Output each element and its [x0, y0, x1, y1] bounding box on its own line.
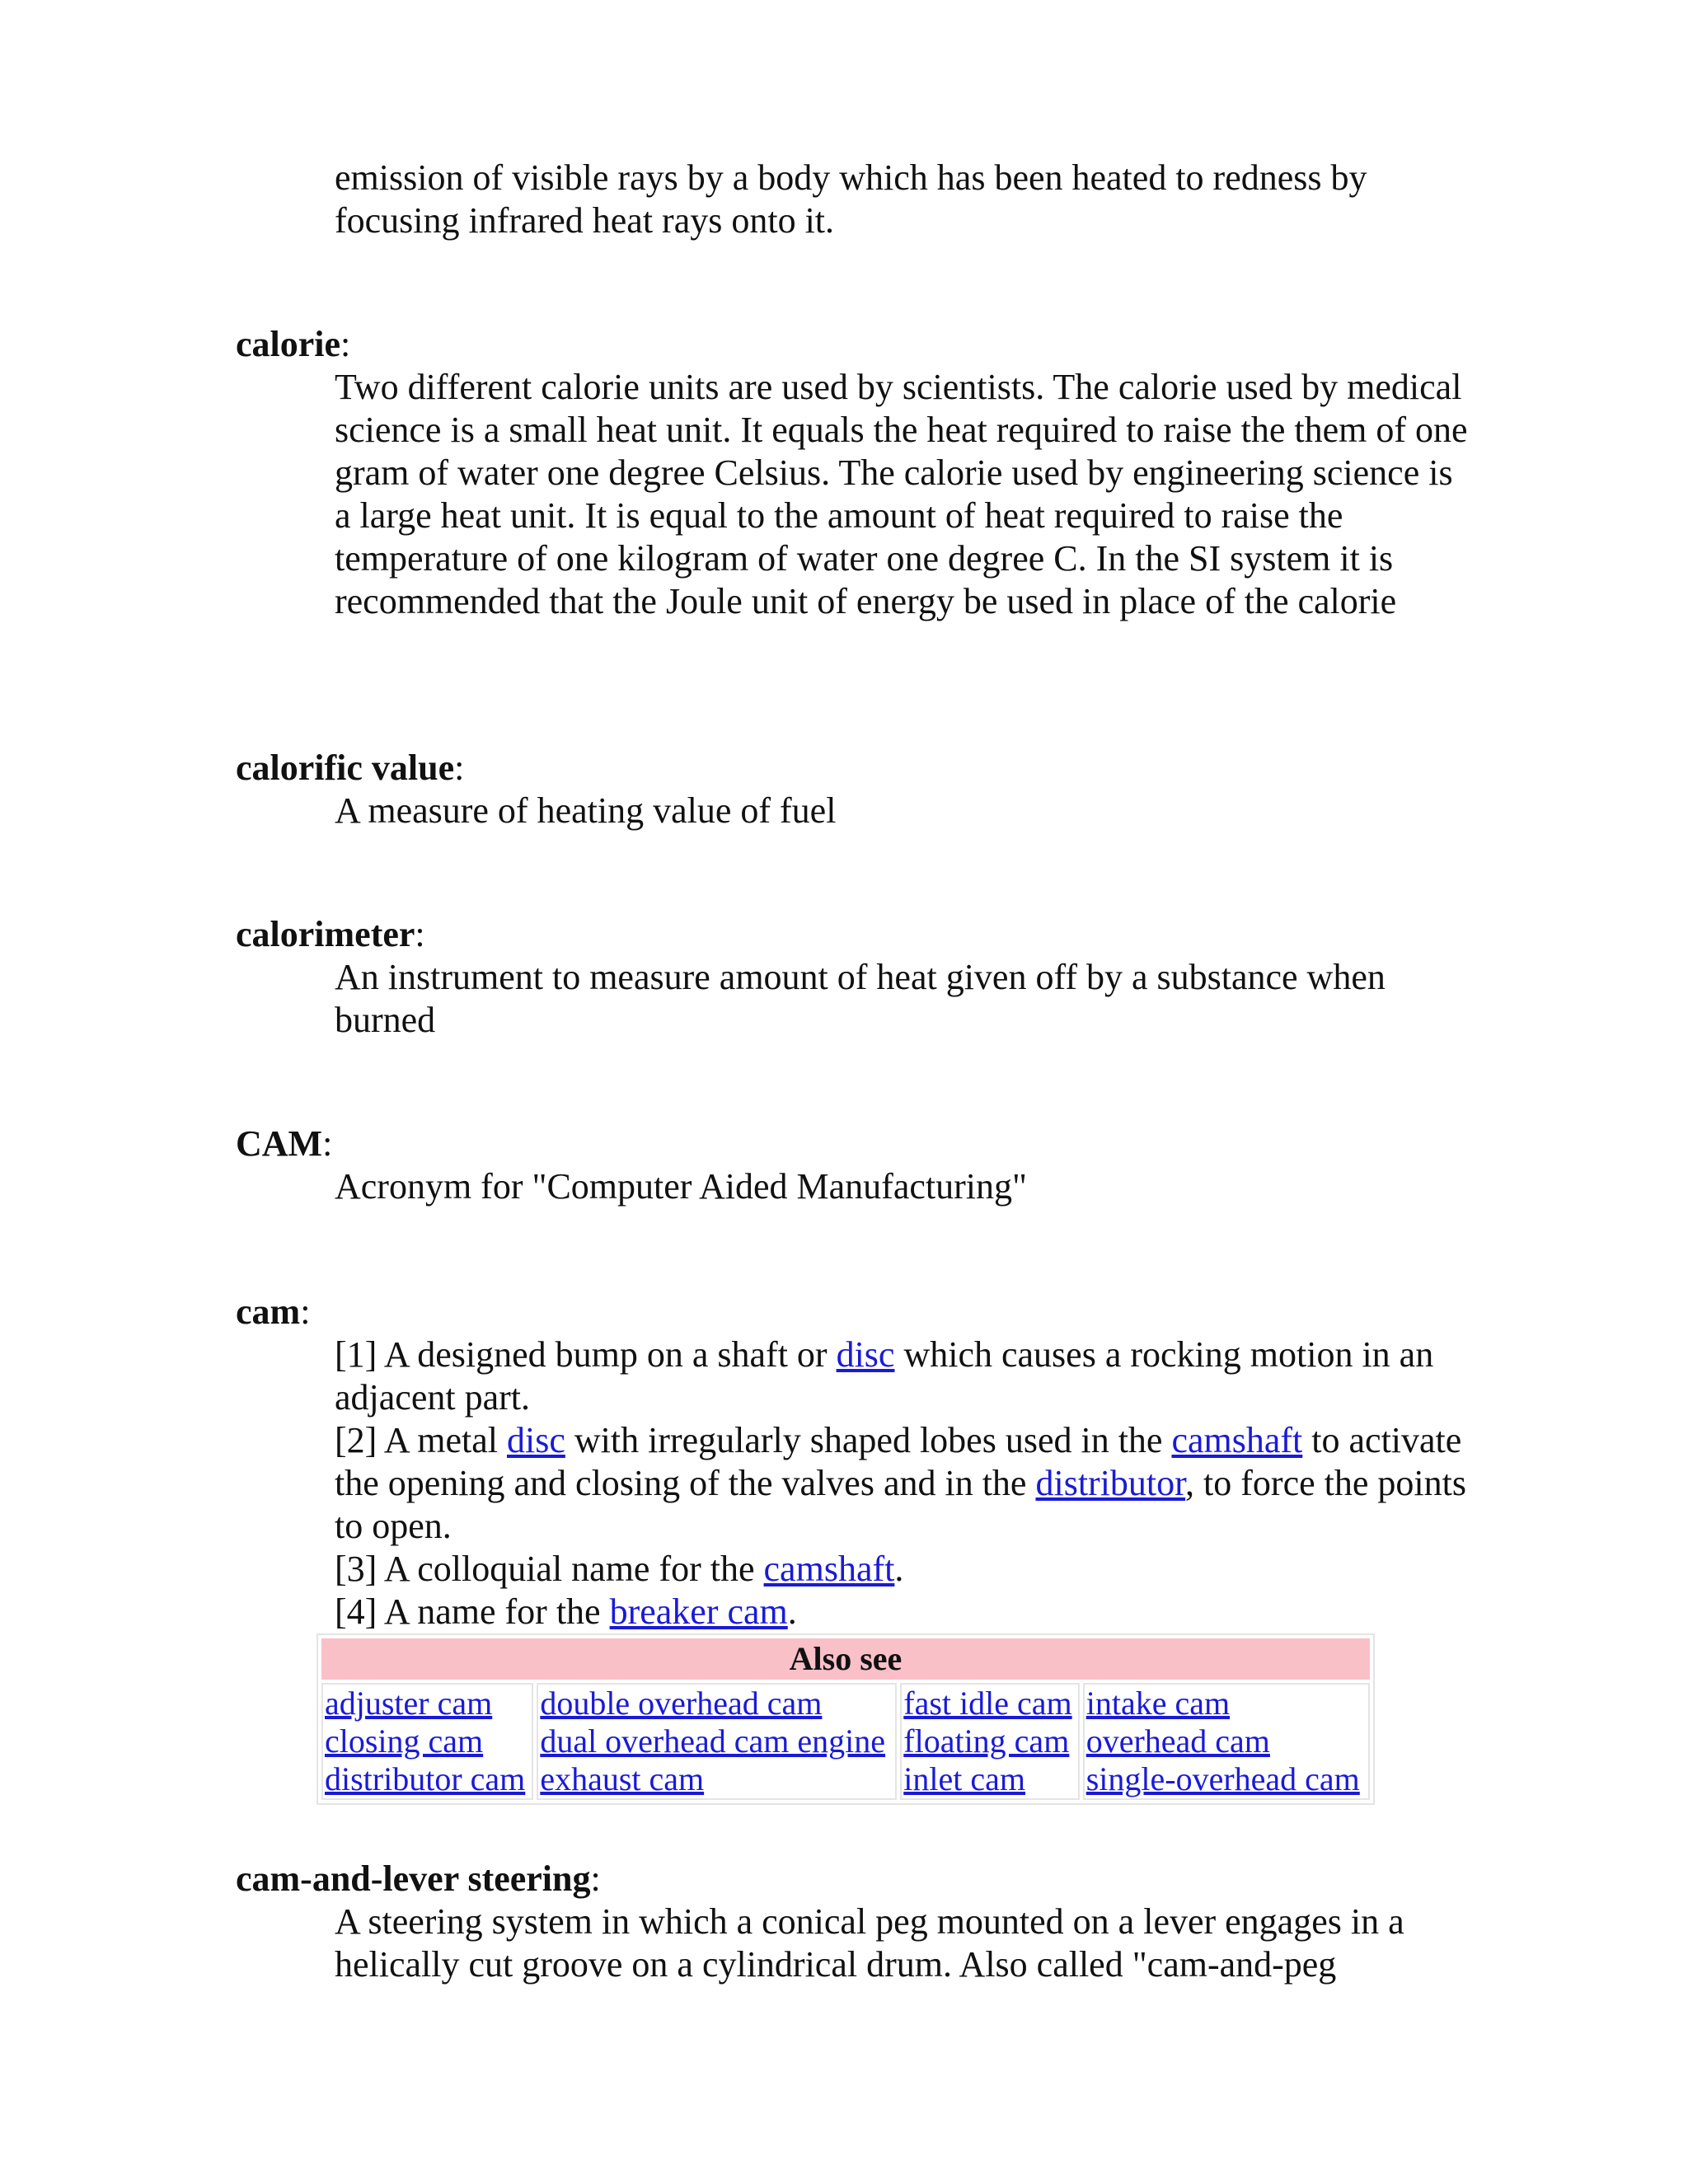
definition-item-3 [335, 1548, 1472, 1591]
link-intake-cam[interactable]: intake cam [1085, 1685, 1231, 1722]
link-double-overhead-cam[interactable]: double overhead cam [540, 1685, 823, 1722]
entry-cam-and-lever-steering [236, 1858, 1472, 1986]
definition-text-part: which causes a rocking motion in an adjacent part. [335, 1334, 1434, 1418]
term-heading [236, 1122, 1472, 1165]
definition-text: Acronym for "Computer Aided Manufacturing" [335, 1166, 1027, 1207]
also-see-header: Also see [321, 1638, 1370, 1680]
entry-CAM [236, 1122, 1472, 1208]
link-exhaust-cam[interactable]: exhaust cam [540, 1760, 705, 1797]
link-fast-idle-cam[interactable]: fast idle cam [903, 1685, 1072, 1722]
term-heading [236, 747, 1472, 790]
definition-text-part: . [894, 1549, 904, 1589]
term-label: calorific value [236, 748, 455, 788]
term-heading [236, 1291, 1472, 1333]
link-disc[interactable]: disc [506, 1420, 565, 1460]
link-disc[interactable]: disc [836, 1334, 895, 1375]
term-colon: : [590, 1858, 601, 1899]
definition-text: Two different calorie units are used by scientists. The calorie used by medical science is a small heat unit. It equals the heat required to raise the them of one gram of water one degree Celsius. The calorie used by engineering science is a large heat unit. It is equal to the amount of heat required to raise the temperature of one kilogram of water one degree C. In the SI system it is recommended that the Joule unit of energy be used in place of the calorie [335, 367, 1468, 621]
also-see-column [321, 1683, 533, 1800]
link-closing-cam[interactable]: closing cam [325, 1722, 484, 1760]
also-see-links-row [321, 1683, 1370, 1800]
term-label: cam-and-lever steering [236, 1858, 591, 1899]
definition-text: A measure of heating value of fuel [335, 790, 837, 831]
also-see-header-row [321, 1638, 1370, 1680]
link-breaker-cam[interactable]: breaker cam [609, 1591, 788, 1632]
term-colon: : [300, 1291, 311, 1332]
also-see-column [900, 1683, 1079, 1800]
definition-text-part: [1] A designed bump on a shaft or [335, 1334, 837, 1375]
definition-item-1 [335, 1333, 1472, 1419]
term-heading [236, 323, 1472, 366]
definition-text [335, 1333, 1472, 1633]
term-colon: : [415, 914, 425, 954]
definition-text: A steering system in which a conical peg mounted on a lever engages in a helically cut groove on a cylindrical drum. Also called "cam-and-peg [335, 1901, 1404, 1985]
term-heading [236, 913, 1472, 956]
definition-text-part: . [787, 1591, 797, 1632]
link-overhead-cam[interactable]: overhead cam [1085, 1722, 1270, 1760]
term-colon: : [454, 748, 465, 788]
definition-text-part: to activate the opening and closing of the valves and in the [335, 1420, 1462, 1503]
definition-text-part: [2] A metal [335, 1420, 507, 1460]
entry-calorific-value [236, 747, 1472, 832]
term-label: calorimeter [236, 914, 415, 954]
term-colon: : [340, 324, 351, 364]
link-camshaft[interactable]: camshaft [1171, 1420, 1303, 1460]
link-distributor-cam[interactable]: distributor cam [325, 1760, 526, 1797]
entry-calorie [236, 323, 1472, 623]
term-label: calorie [236, 324, 341, 364]
link-dual-overhead-cam-engine[interactable]: dual overhead cam engine [540, 1722, 886, 1760]
definition-text-part: , to force the points to open. [335, 1463, 1466, 1546]
term-colon: : [322, 1123, 333, 1164]
definition-item-2 [335, 1419, 1472, 1548]
also-see-column [537, 1683, 897, 1800]
definition-item-4 [335, 1591, 1472, 1633]
also-see-table [316, 1633, 1375, 1805]
definition-text-part: [4] A name for the [335, 1591, 610, 1632]
term-label: cam [236, 1291, 301, 1332]
definition-text-part: with irregularly shaped lobes used in the [565, 1420, 1172, 1460]
link-single-overhead-cam[interactable]: single-overhead cam [1085, 1760, 1360, 1797]
definition-text: An instrument to measure amount of heat given off by a substance when burned [335, 957, 1386, 1040]
also-see-column [1083, 1683, 1370, 1800]
link-distributor[interactable]: distributor [1035, 1463, 1186, 1503]
definition-text-part: [3] A colloquial name for the [335, 1549, 764, 1589]
link-camshaft[interactable]: camshaft [763, 1549, 895, 1589]
link-adjuster-cam[interactable]: adjuster cam [325, 1685, 493, 1722]
link-floating-cam[interactable]: floating cam [903, 1722, 1070, 1760]
term-heading [236, 1858, 1472, 1900]
entry-calorimeter [236, 913, 1472, 1042]
link-inlet-cam[interactable]: inlet cam [903, 1760, 1025, 1797]
entry-cam [236, 1291, 1472, 1633]
definition-text: emission of visible rays by a body which has been heated to redness by focusing infrared heat rays onto it. [335, 157, 1367, 241]
entry-continuation [236, 157, 1472, 242]
term-label: CAM [236, 1123, 323, 1164]
